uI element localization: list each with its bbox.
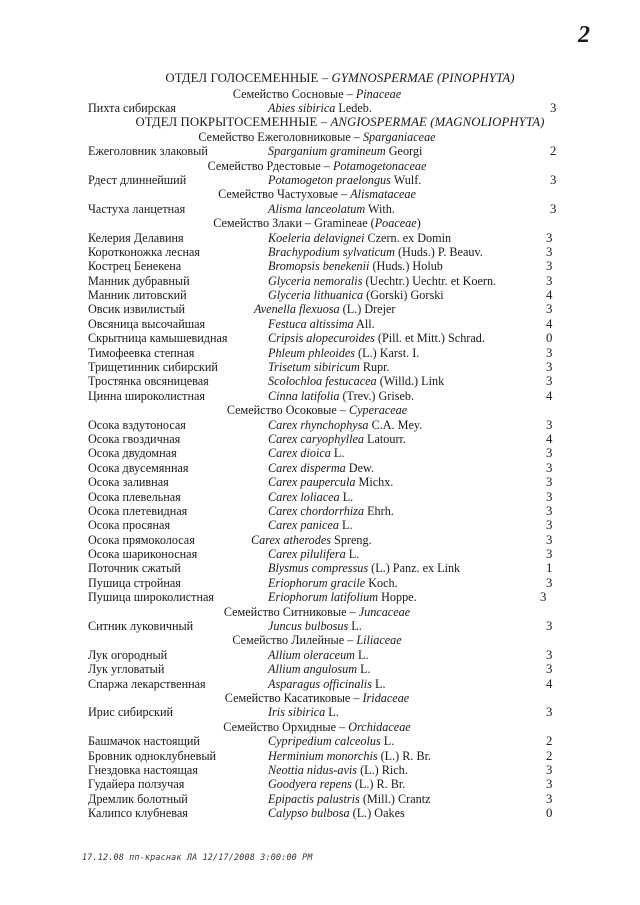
species-row bbox=[0, 231, 640, 245]
latin-name bbox=[268, 547, 359, 561]
latin-name bbox=[268, 331, 485, 345]
species-row bbox=[0, 590, 640, 604]
author-citation: Ledeb. bbox=[335, 100, 372, 115]
russian-name: Осока двудомная bbox=[88, 446, 177, 461]
latin-name bbox=[268, 648, 369, 662]
heading-latin: Orchidaceae bbox=[348, 719, 411, 734]
latin-name bbox=[268, 806, 405, 820]
species-row bbox=[0, 619, 640, 633]
species-row bbox=[0, 806, 640, 820]
latin-name bbox=[268, 346, 419, 360]
latin-name bbox=[254, 302, 395, 316]
russian-name: Осока двусемянная bbox=[88, 460, 189, 475]
latin-binomial: Phleum phleoides bbox=[268, 345, 355, 360]
status-category: 3 bbox=[546, 374, 553, 389]
heading-russian: Семейство Лилейные – bbox=[232, 633, 357, 648]
species-row bbox=[0, 490, 640, 504]
russian-name: Тимофеевка степная bbox=[88, 345, 195, 360]
latin-name bbox=[268, 777, 405, 791]
species-row bbox=[0, 389, 640, 403]
latin-name bbox=[268, 734, 394, 748]
latin-binomial: Brachypodium sylvaticum bbox=[268, 244, 395, 259]
author-citation: Hoppe. bbox=[378, 590, 417, 605]
latin-binomial: Glyceria nemoralis bbox=[268, 273, 363, 288]
latin-binomial: Carex paupercula bbox=[268, 475, 356, 490]
species-row bbox=[0, 144, 640, 158]
status-category: 3 bbox=[546, 302, 553, 317]
status-category: 3 bbox=[546, 662, 553, 677]
latin-name bbox=[268, 561, 460, 575]
author-citation: Rupr. bbox=[359, 360, 390, 375]
latin-name bbox=[268, 360, 390, 374]
family-heading bbox=[0, 691, 640, 705]
heading-latin: Sparganiaceae bbox=[362, 129, 436, 144]
species-row bbox=[0, 274, 640, 288]
russian-name: Манник дубравный bbox=[88, 273, 190, 288]
heading-latin: Iridaceae bbox=[362, 691, 410, 705]
status-category: 4 bbox=[546, 288, 553, 303]
status-category: 3 bbox=[546, 705, 553, 720]
latin-name bbox=[268, 619, 362, 633]
russian-name: Гнездовка настоящая bbox=[88, 762, 198, 777]
species-row bbox=[0, 792, 640, 806]
latin-binomial: Avenella flexuosa bbox=[254, 302, 340, 317]
author-citation: (Huds.) Holub bbox=[369, 259, 443, 274]
status-category: 4 bbox=[546, 316, 553, 331]
status-category: 3 bbox=[546, 475, 553, 490]
latin-name bbox=[268, 590, 417, 604]
russian-name: Скрытница камышевидная bbox=[88, 331, 228, 346]
russian-name: Частуха ланцетная bbox=[88, 201, 186, 216]
heading-text bbox=[0, 115, 640, 129]
latin-name bbox=[268, 202, 395, 216]
latin-binomial: Eriophorum gracile bbox=[268, 575, 366, 590]
author-citation: (L.) Rich. bbox=[357, 762, 408, 777]
latin-name bbox=[268, 374, 444, 388]
latin-name bbox=[268, 475, 393, 489]
status-category: 2 bbox=[546, 748, 553, 763]
species-row bbox=[0, 533, 640, 547]
page-number: 2 bbox=[578, 22, 590, 48]
latin-binomial: Bromopsis benekenii bbox=[268, 259, 370, 274]
latin-binomial: Juncus bulbosus bbox=[268, 619, 349, 634]
russian-name: Лук огородный bbox=[88, 647, 168, 662]
latin-binomial: Carex pilulifera bbox=[268, 547, 346, 562]
species-row bbox=[0, 705, 640, 719]
russian-name: Ситник луковичный bbox=[88, 619, 194, 634]
russian-name: Дремлик болотный bbox=[88, 791, 188, 806]
family-heading bbox=[0, 633, 640, 647]
author-citation: Wulf. bbox=[390, 172, 422, 187]
latin-name bbox=[251, 533, 372, 547]
latin-name bbox=[268, 576, 398, 590]
species-row bbox=[0, 504, 640, 518]
latin-binomial: Sparganium gramineum bbox=[268, 144, 386, 159]
latin-name bbox=[268, 763, 408, 777]
heading-text bbox=[0, 130, 634, 144]
heading-latin: Liliaceae bbox=[356, 633, 402, 648]
latin-name bbox=[268, 288, 444, 302]
russian-name: Башмачок настоящий bbox=[88, 734, 200, 749]
species-row bbox=[0, 677, 640, 691]
status-category: 2 bbox=[550, 144, 557, 159]
heading-text bbox=[0, 71, 640, 87]
species-row bbox=[0, 331, 640, 345]
status-category: 3 bbox=[546, 503, 553, 518]
species-row bbox=[0, 360, 640, 374]
latin-binomial: Potamogeton praelongus bbox=[268, 172, 391, 187]
status-category: 3 bbox=[546, 230, 553, 245]
heading-latin: Cyperaceae bbox=[348, 403, 408, 418]
latin-binomial: Asparagus officinalis bbox=[268, 676, 372, 691]
status-category: 3 bbox=[546, 360, 553, 375]
latin-name bbox=[268, 101, 372, 115]
heading-text bbox=[0, 87, 634, 101]
latin-binomial: Carex chordorrhiza bbox=[268, 503, 365, 518]
russian-name: Осока плетевидная bbox=[88, 503, 188, 518]
latin-name bbox=[268, 432, 406, 446]
heading-latin: Potamogetonaceae bbox=[332, 158, 427, 173]
author-citation: L. bbox=[325, 705, 339, 720]
author-citation: (Gorski) Gorski bbox=[363, 288, 444, 303]
latin-binomial: Carex rhynchophysa bbox=[268, 417, 369, 432]
heading-text bbox=[0, 633, 634, 647]
russian-name: Кострец Бенекена bbox=[88, 259, 182, 274]
russian-name: Осока заливная bbox=[88, 475, 169, 490]
fax-footer: 17.12.08 пп-краснак ЛА 12/17/2008 3:00:00 PM bbox=[82, 852, 313, 862]
author-citation: L. bbox=[371, 676, 386, 691]
latin-binomial: Cripsis alopecuroides bbox=[268, 331, 375, 346]
status-category: 3 bbox=[546, 273, 553, 288]
author-citation: With. bbox=[365, 201, 395, 216]
status-category: 3 bbox=[546, 518, 553, 533]
latin-binomial: Carex dioica bbox=[268, 446, 331, 461]
russian-name: Манник литовский bbox=[88, 288, 187, 303]
heading-russian: Семейство Орхидные – bbox=[223, 719, 349, 734]
latin-binomial: Herminium monorchis bbox=[268, 748, 378, 763]
russian-name: Лук угловатый bbox=[88, 662, 165, 677]
status-category: 3 bbox=[546, 777, 553, 792]
heading-text bbox=[0, 720, 634, 734]
russian-name: Осока вздутоносая bbox=[88, 417, 186, 432]
latin-name bbox=[268, 259, 443, 273]
heading-latin: ANGIOSPERMAE (MAGNOLIOPHYTA) bbox=[330, 115, 545, 130]
latin-binomial: Abies sibirica bbox=[268, 100, 336, 115]
latin-binomial: Carex disperma bbox=[268, 460, 346, 475]
latin-name bbox=[268, 705, 339, 719]
russian-name: Осока гвоздичная bbox=[88, 431, 181, 446]
status-category: 3 bbox=[546, 417, 553, 432]
russian-name: Осока шариконосная bbox=[88, 547, 198, 562]
status-category: 2 bbox=[546, 734, 553, 749]
russian-name: Коротконожка лесная bbox=[88, 244, 201, 259]
status-category: 1 bbox=[546, 561, 553, 576]
species-row bbox=[0, 259, 640, 273]
status-category: 4 bbox=[546, 431, 553, 446]
latin-binomial: Trisetum sibiricum bbox=[268, 360, 360, 375]
latin-binomial: Koeleria delavignei bbox=[268, 230, 365, 245]
status-category: 0 bbox=[546, 331, 553, 346]
latin-binomial: Blysmus compressus bbox=[268, 561, 369, 576]
species-row bbox=[0, 518, 640, 532]
author-citation: (Huds.) P. Beauv. bbox=[394, 244, 483, 259]
heading-text bbox=[0, 216, 634, 230]
author-citation: Latourr. bbox=[364, 431, 406, 446]
author-citation: L. bbox=[345, 547, 360, 562]
species-row bbox=[0, 547, 640, 561]
russian-name: Пихта сибирская bbox=[88, 100, 176, 115]
status-category: 3 bbox=[546, 446, 553, 461]
author-citation: Dew. bbox=[345, 460, 375, 475]
species-row bbox=[0, 374, 640, 388]
family-heading bbox=[0, 130, 640, 144]
heading-russian: ОТДЕЛ ПОКРЫТОСЕМЕННЫЕ – bbox=[135, 115, 331, 130]
author-citation: L. bbox=[330, 446, 345, 461]
author-citation: L. bbox=[338, 518, 353, 533]
latin-binomial: Allium oleraceum bbox=[268, 647, 355, 662]
latin-name bbox=[268, 662, 371, 676]
family-heading bbox=[0, 403, 640, 417]
heading-russian: Семейство Ситниковые – bbox=[223, 604, 359, 619]
latin-name bbox=[268, 677, 386, 691]
latin-name bbox=[268, 173, 421, 187]
author-citation: (L.) Panz. ex Link bbox=[368, 561, 461, 576]
status-category: 3 bbox=[540, 590, 547, 605]
species-row bbox=[0, 317, 640, 331]
species-row bbox=[0, 101, 640, 115]
status-category: 3 bbox=[546, 460, 553, 475]
russian-name: Овсяница высочайшая bbox=[88, 316, 206, 331]
species-row bbox=[0, 576, 640, 590]
species-row bbox=[0, 648, 640, 662]
heading-latin: Poaceae bbox=[374, 216, 417, 231]
heading-russian: Семейство Сосновые – bbox=[232, 86, 356, 101]
author-citation: Koch. bbox=[365, 575, 398, 590]
heading-latin: Pinaceae bbox=[355, 86, 402, 101]
author-citation: All. bbox=[353, 316, 375, 331]
species-row bbox=[0, 561, 640, 575]
status-category: 3 bbox=[550, 201, 557, 216]
family-heading bbox=[0, 187, 640, 201]
russian-name: Трищетинник сибирский bbox=[88, 360, 218, 375]
species-list bbox=[0, 71, 640, 821]
author-citation: L. bbox=[357, 662, 371, 677]
latin-name bbox=[268, 749, 431, 763]
status-category: 3 bbox=[546, 489, 553, 504]
status-category: 3 bbox=[546, 532, 553, 547]
species-row bbox=[0, 288, 640, 302]
latin-binomial: Carex caryophyllea bbox=[268, 431, 364, 446]
species-row bbox=[0, 461, 640, 475]
author-citation: (Mill.) Crantz bbox=[359, 791, 431, 806]
russian-name: Келерия Делавиня bbox=[88, 230, 184, 245]
author-citation: (L.) Karst. I. bbox=[355, 345, 420, 360]
author-citation: (L.) Oakes bbox=[349, 806, 405, 821]
species-row bbox=[0, 302, 640, 316]
author-citation: Ehrh. bbox=[364, 503, 394, 518]
latin-name bbox=[268, 446, 344, 460]
russian-name: Гудайера ползучая bbox=[88, 777, 185, 792]
division-heading bbox=[0, 115, 640, 129]
latin-binomial: Epipactis palustris bbox=[268, 791, 360, 806]
latin-name bbox=[268, 245, 483, 259]
author-citation: (L.) R. Br. bbox=[351, 777, 406, 792]
russian-name: Осока прямоколосая bbox=[88, 532, 195, 547]
russian-name: Ежеголовник злаковый bbox=[88, 144, 208, 159]
latin-name bbox=[268, 144, 422, 158]
russian-name: Осока плевельная bbox=[88, 489, 181, 504]
latin-binomial: Neottia nidus-avis bbox=[268, 762, 358, 777]
russian-name: Пушица широколистная bbox=[88, 590, 214, 605]
species-row bbox=[0, 734, 640, 748]
heading-latin: Juncaceae bbox=[358, 604, 411, 619]
status-category: 3 bbox=[546, 575, 553, 590]
author-citation: (Pill. et Mitt.) Schrad. bbox=[374, 331, 485, 346]
species-row bbox=[0, 446, 640, 460]
heading-text bbox=[0, 403, 634, 417]
latin-name bbox=[268, 231, 451, 245]
latin-binomial: Eriophorum latifolium bbox=[268, 590, 379, 605]
author-citation: (Trev.) Griseb. bbox=[339, 388, 415, 403]
russian-name: Рдест длиннейший bbox=[88, 172, 187, 187]
latin-binomial: Carex loliacea bbox=[268, 489, 340, 504]
species-row bbox=[0, 245, 640, 259]
heading-russian: Семейство Касатиковые – bbox=[224, 691, 363, 705]
status-category: 4 bbox=[546, 676, 553, 691]
author-citation: Georgi bbox=[385, 144, 423, 159]
russian-name: Спаржа лекарственная bbox=[88, 676, 206, 691]
latin-binomial: Carex atherodes bbox=[251, 532, 331, 547]
family-heading bbox=[0, 87, 640, 101]
status-category: 3 bbox=[546, 619, 553, 634]
family-heading bbox=[0, 216, 640, 230]
species-row bbox=[0, 763, 640, 777]
status-category: 4 bbox=[546, 388, 553, 403]
status-category: 3 bbox=[546, 791, 553, 806]
heading-text bbox=[0, 187, 634, 201]
species-row bbox=[0, 418, 640, 432]
heading-text bbox=[0, 605, 634, 619]
species-row bbox=[0, 777, 640, 791]
author-citation: L. bbox=[339, 489, 354, 504]
author-citation: Michx. bbox=[355, 475, 394, 490]
status-category: 0 bbox=[546, 806, 553, 821]
heading-latin: Alismataceae bbox=[350, 187, 416, 202]
latin-binomial: Festuca altissima bbox=[268, 316, 354, 331]
family-heading bbox=[0, 720, 640, 734]
status-category: 3 bbox=[546, 762, 553, 777]
species-row bbox=[0, 173, 640, 187]
heading-text bbox=[0, 159, 634, 173]
latin-binomial: Alisma lanceolatum bbox=[268, 201, 366, 216]
russian-name: Тростянка овсяницевая bbox=[88, 374, 209, 389]
latin-name bbox=[268, 792, 431, 806]
latin-binomial: Calypso bulbosa bbox=[268, 806, 350, 821]
author-citation: (Uechtr.) Uechtr. et Koern. bbox=[362, 273, 497, 288]
latin-name bbox=[268, 389, 414, 403]
russian-name: Осока просяная bbox=[88, 518, 171, 533]
status-category: 3 bbox=[546, 647, 553, 662]
latin-name bbox=[268, 518, 353, 532]
heading-russian: Семейство Рдестовые – bbox=[207, 158, 333, 173]
division-heading bbox=[0, 71, 640, 87]
latin-binomial: Carex panicea bbox=[268, 518, 339, 533]
heading-russian: ОТДЕЛ ГОЛОСЕМЕННЫЕ – bbox=[165, 71, 332, 85]
author-citation: Czern. ex Domin bbox=[364, 230, 452, 245]
author-citation: C.A. Mey. bbox=[368, 417, 423, 432]
heading-latin: GYMNOSPERMAE (PINOPHYTA) bbox=[331, 71, 515, 85]
latin-binomial: Cypripedium calceolus bbox=[268, 734, 381, 749]
species-row bbox=[0, 432, 640, 446]
species-row bbox=[0, 662, 640, 676]
latin-name bbox=[268, 418, 422, 432]
author-citation: L. bbox=[348, 619, 362, 634]
russian-name: Овсик извилистый bbox=[88, 302, 186, 317]
latin-binomial: Goodyera repens bbox=[268, 777, 352, 792]
family-heading bbox=[0, 159, 640, 173]
author-citation: Spreng. bbox=[331, 532, 372, 547]
latin-binomial: Allium angulosum bbox=[268, 662, 358, 677]
latin-name bbox=[268, 317, 375, 331]
latin-name bbox=[268, 490, 353, 504]
species-row bbox=[0, 749, 640, 763]
latin-binomial: Glyceria lithuanica bbox=[268, 288, 364, 303]
author-citation: L. bbox=[355, 647, 369, 662]
heading-russian: Семейство Ежеголовниковые – bbox=[198, 129, 363, 144]
heading-close-paren: ) bbox=[416, 216, 421, 231]
family-heading bbox=[0, 605, 640, 619]
latin-name bbox=[268, 461, 374, 475]
status-category: 3 bbox=[546, 244, 553, 259]
latin-name bbox=[268, 274, 496, 288]
russian-name: Ирис сибирский bbox=[88, 705, 173, 720]
heading-russian: Семейство Осоковые – bbox=[226, 403, 349, 418]
author-citation: (L.) R. Br. bbox=[377, 748, 432, 763]
author-citation: (L.) Drejer bbox=[339, 302, 396, 317]
author-citation: L. bbox=[380, 734, 395, 749]
latin-binomial: Cinna latifolia bbox=[268, 388, 340, 403]
species-row bbox=[0, 202, 640, 216]
status-category: 3 bbox=[546, 547, 553, 562]
russian-name: Поточник сжатый bbox=[88, 561, 181, 576]
heading-text bbox=[0, 691, 634, 705]
latin-binomial: Scolochloa festucacea bbox=[268, 374, 377, 389]
latin-binomial: Iris sibirica bbox=[268, 705, 326, 720]
species-row bbox=[0, 475, 640, 489]
species-row bbox=[0, 346, 640, 360]
status-category: 3 bbox=[550, 172, 557, 187]
status-category: 3 bbox=[550, 100, 557, 115]
russian-name: Пушица стройная bbox=[88, 575, 181, 590]
author-citation: (Willd.) Link bbox=[376, 374, 445, 389]
russian-name: Бровник одноклубневый bbox=[88, 748, 217, 763]
russian-name: Калипсо клубневая bbox=[88, 806, 188, 821]
status-category: 3 bbox=[546, 345, 553, 360]
status-category: 3 bbox=[546, 259, 553, 274]
latin-name bbox=[268, 504, 394, 518]
russian-name: Цинна широколистная bbox=[88, 388, 206, 403]
heading-russian: Семейство Частуховые – bbox=[218, 187, 351, 202]
heading-russian: Семейство Злаки – Gramineae ( bbox=[213, 216, 375, 231]
